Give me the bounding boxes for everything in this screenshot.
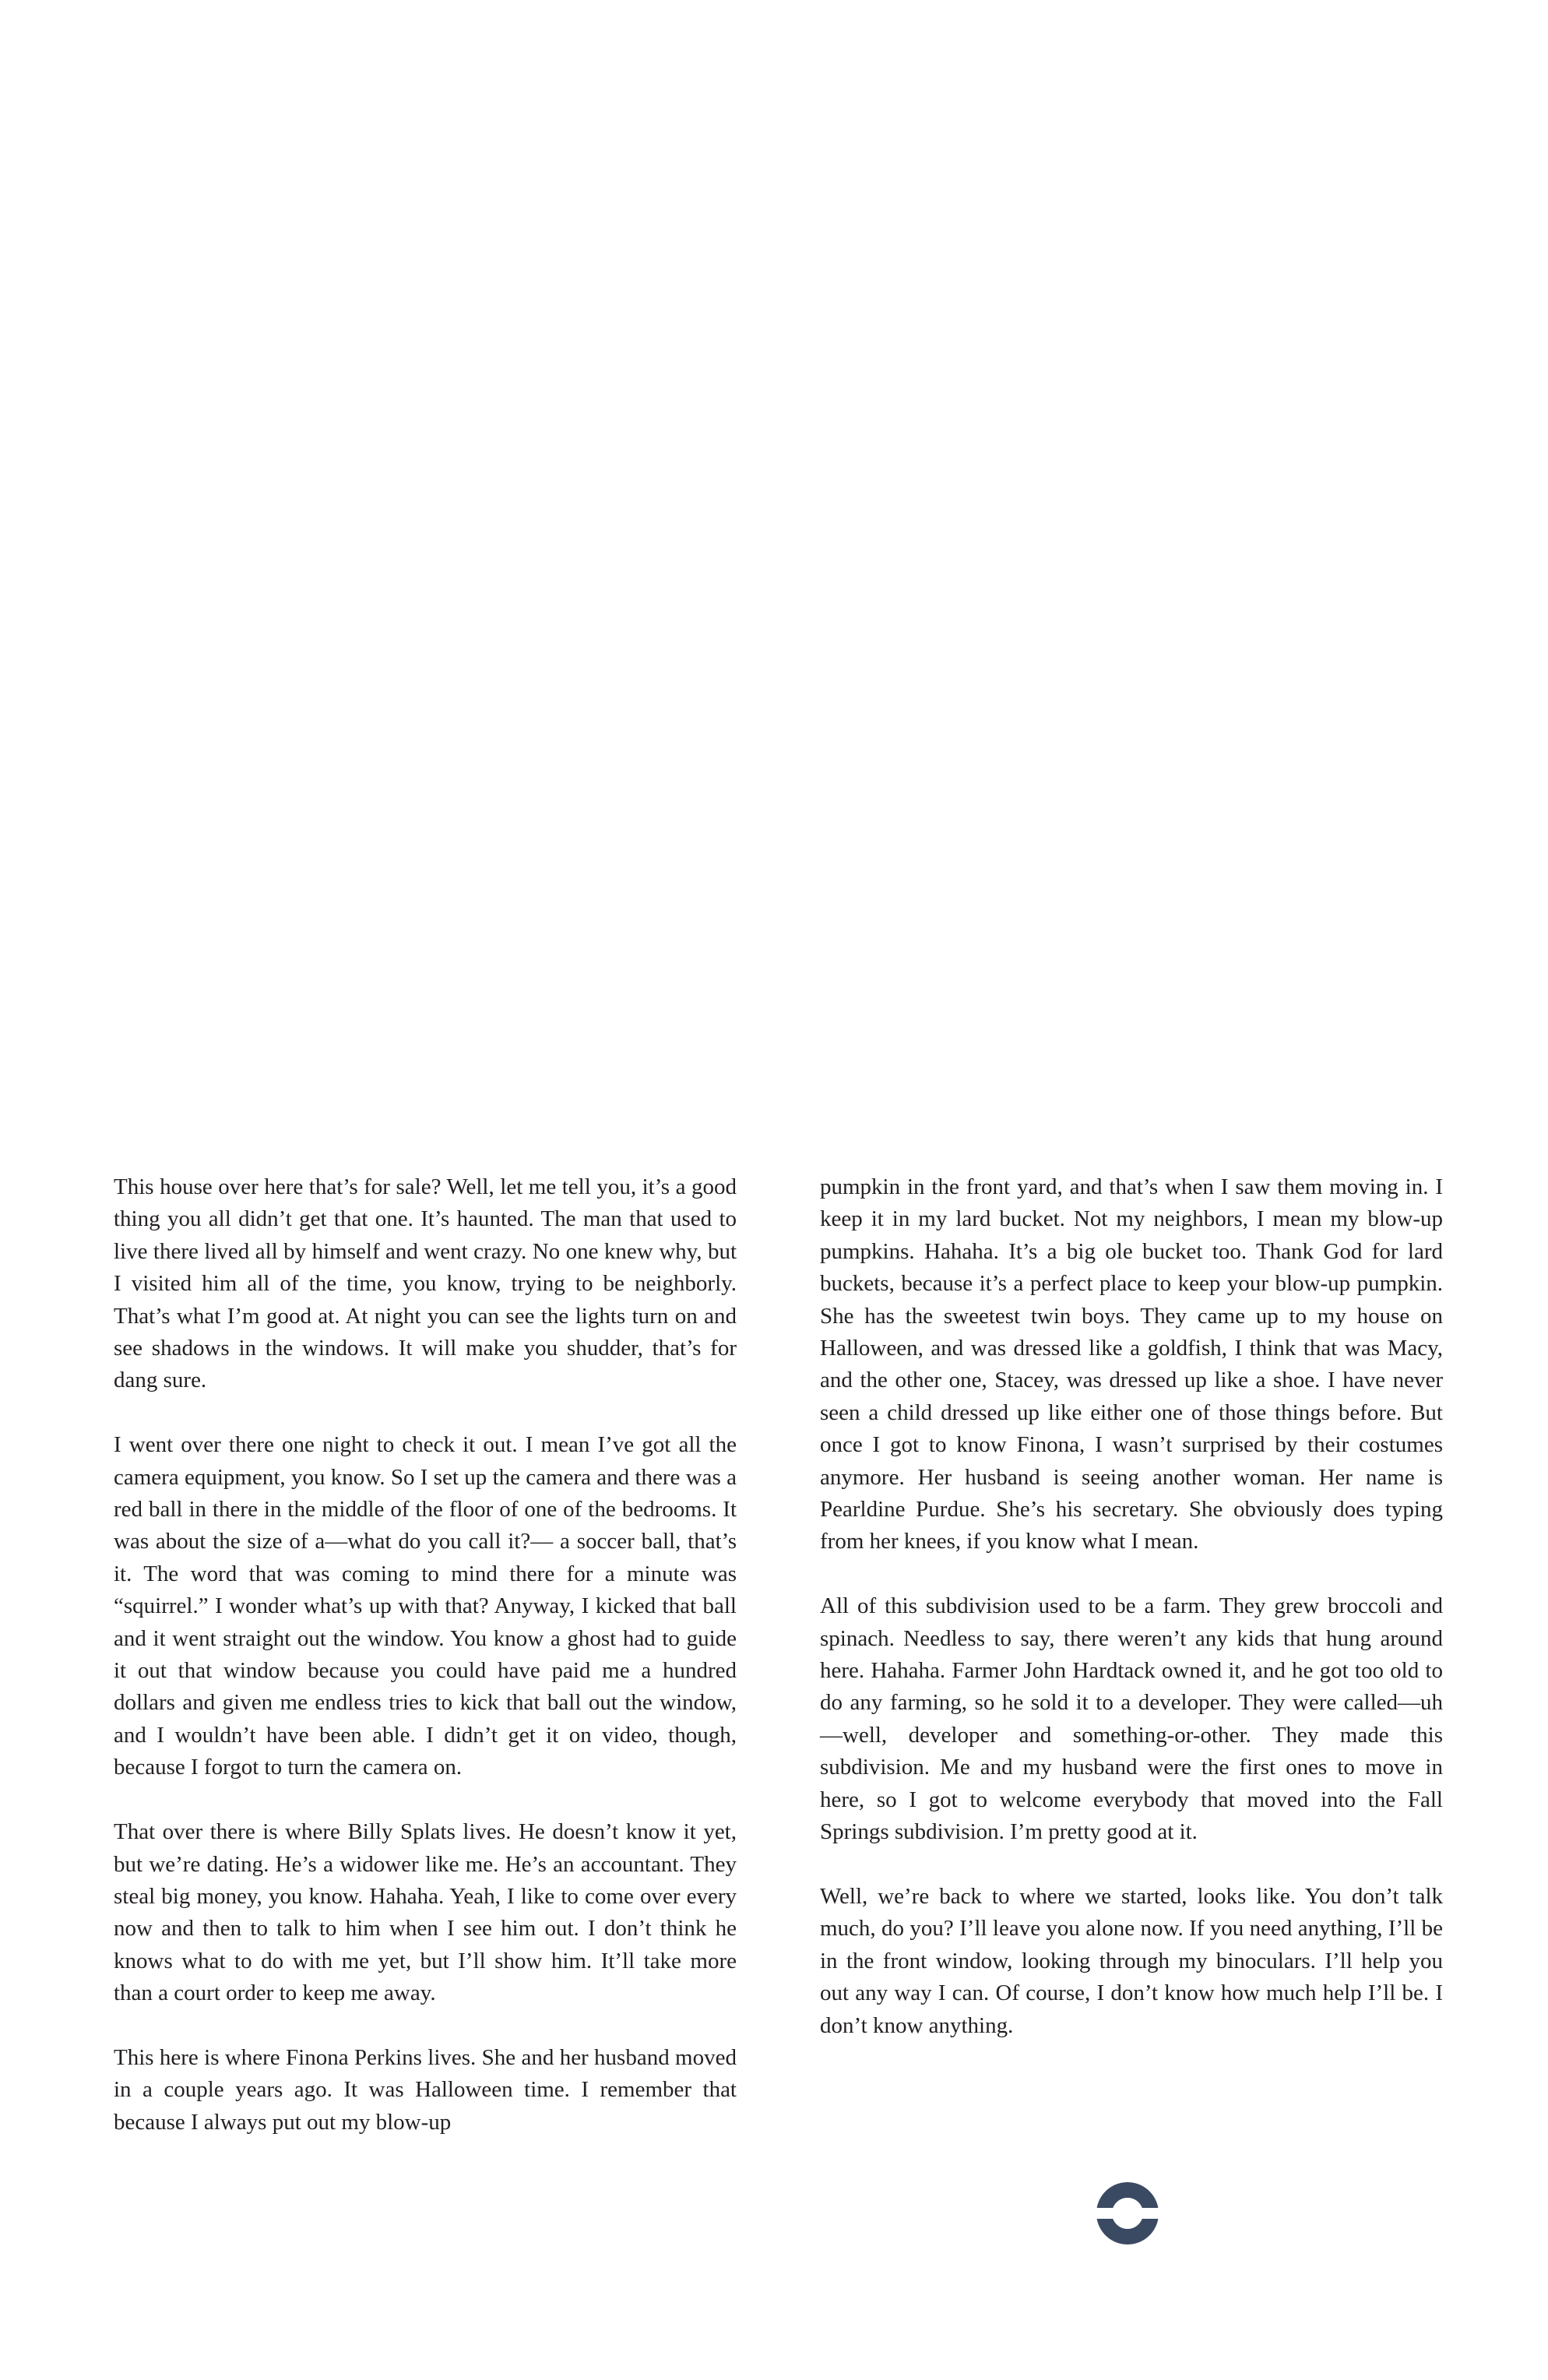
text-column-right [820,1171,1443,2042]
end-mark-icon [1095,2181,1160,2246]
paragraph-haunted-house: This house over here that’s for sale? Well, let me tell you, it’s a good thing you all didn’t get that one. It’s haunted. The man that used to live there lived all by himself and went crazy. No one knew why, but I visited him all of the time, you know, trying to be neighborly. That’s what I’m good at. At night you can see the lights turn on and see shadows in the windows. It will make you shudder, that’s for dang sure. [114,1174,737,1393]
paragraph-closing: Well, we’re back to where we started, looks like. You don’t talk much, do you? I’ll leave you alone now. If you need anything, I’ll be in the front window, looking through my binoculars. I’ll help you out any way I can. Of course, I don’t know how much help I’ll be. I don’t know anything. [820,1883,1443,2038]
paragraph-red-ball: I went over there one night to check it out. I mean I’ve got all the camera equipment, you know. So I set up the camera and there was a red ball in there in the middle of the floor of one of the bedrooms. It was about the size of a—what do you call it?— a soccer ball, that’s it. The word that was coming to mind there for a minute was “squirrel.” I wonder what’s up with that? Anyway, I kicked that ball and it went straight out the window. You know a ghost had to guide it out that window because you could have paid me a hundred dollars and given me endless tries to kick that ball out the window, and I wouldn’t have been able. I didn’t get it on video, though, because I forgot to turn the camera on. [114,1432,737,1780]
paragraph-pumpkin-continued: pumpkin in the front yard, and that’s when I saw them moving in. I keep it in my lard bucket. Not my neighbors, I mean my blow-up pumpkins. Hahaha. It’s a big ole bucket too. Thank God for lard buckets, because it’s a perfect place to keep your blow-up pumpkin. She has the sweetest twin boys. They came up to my house on Halloween, and was dressed like a goldfish, I think that was Macy, and the other one, Stacey, was dressed up like a shoe. I have never seen a child dressed up like either one of those things before. But once I got to know Finona, I wasn’t surprised by their costumes anymore. Her husband is seeing another woman. Her name is Pearldine Purdue. She’s his secretary. She obviously does typing from her knees, if you know what I mean. [820,1174,1443,1554]
text-column-left [114,1171,737,2139]
paragraph-finona-perkins: This here is where Finona Perkins lives. She and her husband moved in a couple years ago. It was Halloween time. I remember that because I always put out my blow-up [114,2044,737,2135]
paragraph-subdivision-farm: All of this subdivision used to be a farm. They grew broccoli and spinach. Needless to say, there weren’t any kids that hung around here. Hahaha. Farmer John Hardtack owned it, and he got too old to do any farming, so he sold it to a developer. They were called—uh—well, developer and something-or-other. They made this subdivision. Me and my husband were the first ones to move in here, so I got to welcome everybody that moved into the Fall Springs subdivision. I’m pretty good at it. [820,1593,1443,1845]
paragraph-billy-splats: That over there is where Billy Splats lives. He doesn’t know it yet, but we’re dating. He’s a widower like me. He’s an accountant. They steal big money, you know. Hahaha. Yeah, I like to come over every now and then to talk to him when I see him out. I don’t think he knows what to do with me yet, but I’ll show him. It’ll take more than a court order to keep me away. [114,1819,737,2006]
